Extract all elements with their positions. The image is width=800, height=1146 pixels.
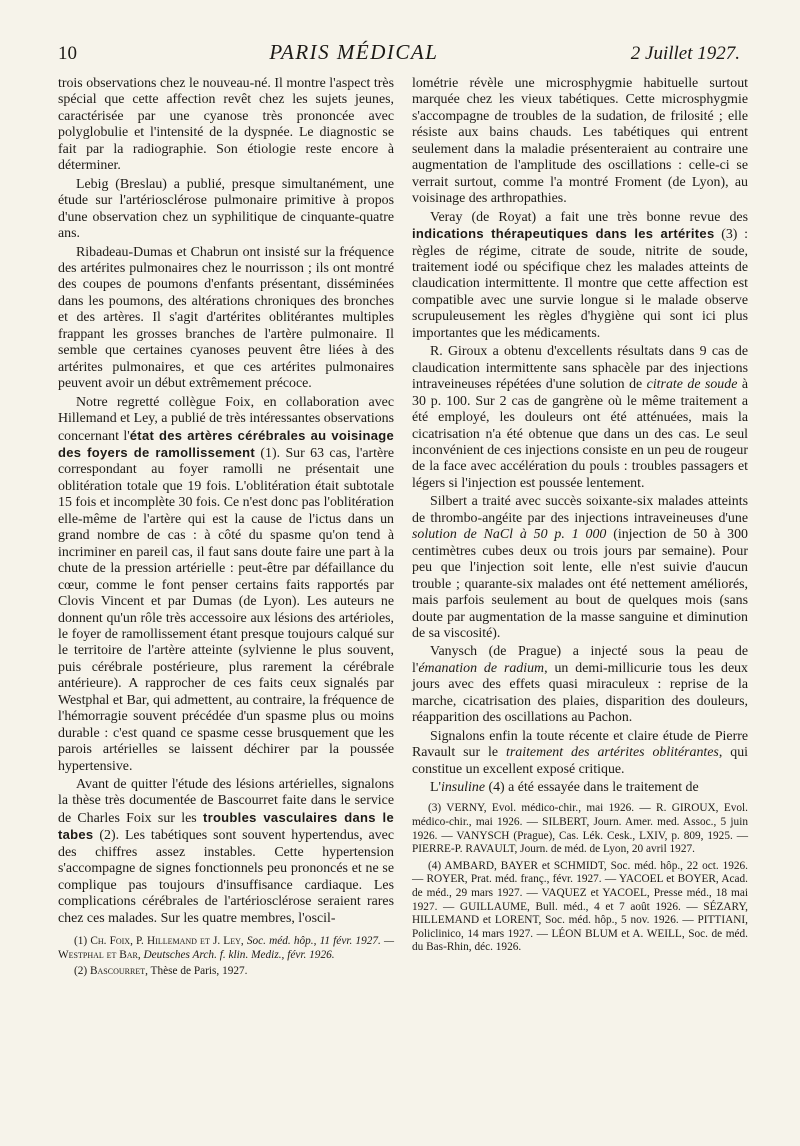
paragraph: Ribadeau-Dumas et Chabrun ont insisté sur la fréquence des artérites pulmonaires chez le nourrisson ; ils ont montré des coupes de poumons d'enfants présentant, disséminées dans les poumons, des altérations chroniques des bronches et des artères. Il s'agit d'artérites oblitérantes multiples frappant les grosses branches de l'artère pulmonaire. Il semble que certaines cyanoses peuvent être liées à des artérites pulmonaires, et que ces artérites pulmonaires peuvent avoir un début extrêmement précoce. xyxy=(58,244,394,392)
footnote: (4) AMBARD, BAYER et SCHMIDT, Soc. méd. hôp., 22 oct. 1926. — ROYER, Prat. méd. franç., févr. 1927. — YACOEL et BOYER, Acad. de méd., 29 mars 1927. — VAQUEZ et YACOEL, Presse méd., 18 mai 1927. — GUILLAUME, Bull. méd., 4 et 7 août 1926. — SÉZARY, HILLEMAND et LORENT, Soc. méd. hôp., 5 nov. 1926. — PITTIANI, Policlinico, 14 mars 1927. — LÉON BLUM et A. WEILL, Soc. de méd. du Bas-Rhin, déc. 1926. xyxy=(412,859,748,954)
text-run: (1). Sur 63 cas, l'artère correspondant au foyer ramolli ne présentait une oblitération totale que 19 fois. L'oblitération était subtotale 15 fois et incomplète 30 fois. Ce n'est donc pas l'oblitération elle-même de l'artère qui est la cause de l'ictus dans un grand nombre de cas : à côté du spasme qu'on tend à incriminer en pareil cas, il faut sans doute faire une part à la chute de la pression artérielle : peut-être par défaillance du cœur, comme le font penser certains faits rapportés par Clovis Vincent et par Dumas (de Lyon). Les auteurs ne donnent qu'un rôle très accessoire aux lésions des artérioles, le foyer de ramollissement étant presque toujours calqué sur le territoire de l'artère atteinte (sylvienne le plus souvent, puis cérébrale postérieure, plus rarement la cérébrale antérieure). A rapprocher de ces faits ceux signalés par Westphal et Bar, qui admettent, au contraire, la fréquence de l'hémorragie souvent précédée d'un spasme plus ou moins durable : c'est quand ce spasme cesse brusquement que les parois artérielles se laissent déchirer par la poussée hypertensive. xyxy=(58,445,395,774)
paragraph xyxy=(412,729,748,778)
paragraph: Lebig (Breslau) a publié, presque simultanément, une étude sur l'artériosclérose pulmonaire primitive à propos d'une observation chez un syphilitique de cinquante-quatre ans. xyxy=(58,176,394,242)
text-run: R. Giroux a obtenu d'excellents résultats dans 9 cas de claudication intermittente sans sphacèle par des injections intraveineuses répétées d'une solution de xyxy=(412,344,748,393)
text-run: Veray (de Royat) a fait une très bonne revue des xyxy=(430,209,748,225)
paragraph xyxy=(412,644,748,726)
paragraph xyxy=(58,395,394,775)
bold-heading: indications thérapeutiques dans les artérites xyxy=(412,226,715,242)
journal-title: PARIS MÉDICAL xyxy=(269,40,439,64)
bold-heading: troubles vasculaires dans le tabes xyxy=(58,809,394,843)
text-run: Signalons enfin la toute récente et claire étude de Pierre Ravault sur le xyxy=(412,728,748,761)
text-run: , qui constitue un excellent exposé critique. xyxy=(412,745,748,777)
text-run: à 30 p. 100. Sur 2 cas de gangrène où le même traitement a été employé, les douleurs ont été atténuées, mais la cicatrisation n'a été obtenue que dans un des cas. Le seul inconvénient de ces injections consiste en un peu de rougeur de la face avec accélération du pouls : troubles passagers et légers si l'injection est poussée lentement. xyxy=(412,377,748,491)
text-run: , un demi-millicurie tous les deux jours avec des effets quasi miraculeux : reprise de la marche, cicatrisation des plaies, disparition des douleurs, réapparition des oscillations au Pachon. xyxy=(412,660,748,726)
right-column xyxy=(412,76,748,955)
page-header xyxy=(58,40,740,70)
paragraph xyxy=(412,344,748,492)
text-run: Soc. méd. hôp., 11 févr. 1927. — xyxy=(243,935,395,948)
text-run: Avant de quitter l'étude des lésions artérielles, signalons la thèse très documentée de Bascourret faite dans le service de Charles Foix sur les xyxy=(58,777,394,826)
italic-run: traitement des artérites oblitérantes xyxy=(506,745,719,761)
text-run: (4) a été essayée dans le traitement de xyxy=(485,780,699,796)
italic-run: solution de NaCl à 50 p. 1 000 xyxy=(412,527,607,543)
text-run: Westphal et Bar, xyxy=(58,948,141,961)
footnote: (3) VERNY, Evol. médico-chir., mai 1926. — R. GIROUX, Evol. médico-chir., mai 1926. — SILBERT, Journ. Amer. med. Assoc., 5 juin 1926. — VANYSCH (Prague), Cas. Lék. Cesk., LXIV, p. 809, 1925. — PIERRE-P. RAVAULT, Journ. de méd. de Lyon, 20 avril 1927. xyxy=(412,802,748,856)
text-run: Ch. Foix, P. Hillemand et J. Ley, xyxy=(90,935,244,948)
text-run: (2). Les tabétiques sont souvent hypertendus, avec des chiffres assez instables. Cette hypertension s'accompagne de signes fonctionnels peu prononcés et ne se complique pas toujours d'insuffisance cardiaque. Les complications cérébrales de l'artériosclérose seraient rares chez ces malades. Sur les quatre membres, l'oscil- xyxy=(58,828,394,926)
text-run: (3) : règles de régime, citrate de soude, nitrite de soude, traitement iodé ou spécifique chez les malades atteints de claudication intermittente. Il montre que cette affection est compatible avec une survie longue si le malade observe scrupuleusement les règles d'hygiène qui sont ici plus importantes que les médicaments. xyxy=(412,227,748,341)
italic-run: émanation de radium xyxy=(418,660,545,676)
paragraph xyxy=(412,210,748,343)
text-run: Vanysch (de Prague) a injecté sous la peau de l' xyxy=(412,644,748,676)
paragraph xyxy=(412,780,748,796)
text-run: Silbert a traité avec succès soixante-six malades atteints de thrombo-angéite par des injections intraveineuses d'une xyxy=(412,494,748,526)
page-number: 10 xyxy=(58,43,77,64)
text-run: (injection de 50 à 300 centimètres cubes deux ou trois jours par semaine). Pour peu que l'injection soit lente, elle n'est suivie d'aucun trouble ; quarante-six malades ont été nettement améliorés, mais parfois seulement au bout de quelques mois (sans doute par augmentation de la masse sanguine et diminution de sa viscosité). xyxy=(412,527,748,641)
italic-run: citrate de soude xyxy=(646,377,738,393)
text-run: L' xyxy=(430,780,441,796)
paragraph xyxy=(58,777,394,927)
text-run: Bascourret, xyxy=(90,965,148,978)
footnote xyxy=(58,965,394,979)
paragraph: trois observations chez le nouveau-né. Il montre l'aspect très spécial que cette affection revêt chez les sujets jeunes, caractérisée par une cyanose très prononcée avec polyglobulie et l'intensité de la dyspnée. Le diagnostic se fait par la radiographie. Son étiologie reste encore à déterminer. xyxy=(58,76,394,174)
bold-heading: état des artères cérébrales au voisinage des foyers de ramollissement xyxy=(58,427,394,460)
footnote xyxy=(58,935,394,962)
text-run: (2) xyxy=(74,965,90,978)
text-run: Deutsches Arch. f. klin. Mediz., févr. 1926. xyxy=(140,948,335,961)
text-run: Thèse de Paris, 1927. xyxy=(147,965,248,978)
footnotes xyxy=(58,935,394,979)
paragraph: lométrie révèle une microsphygmie habituelle surtout marquée chez les vieux tabétiques. Cette microsphygmie s'accompagne de troubles de la sudation, de frilosité ; elle résiste aux bains chauds. Les tabétiques qui entrent seulement dans la maladie présenteraient au contraire une augmentation de l'amplitude des oscillations : celle-ci se verrait surtout, comme l'a montré Froment (de Lyon), au voisinage des arthropathies. xyxy=(412,76,748,207)
left-column xyxy=(58,76,394,979)
footnotes xyxy=(412,802,748,955)
italic-run: insuline xyxy=(441,780,485,796)
text-run: (1) xyxy=(74,935,91,948)
issue-date: 2 Juillet 1927. xyxy=(630,43,740,64)
text-run: Notre regretté collègue Foix, en collaboration avec Hillemand et Ley, a publié de très intéressantes observations concernant l' xyxy=(58,394,394,444)
paragraph xyxy=(412,494,748,642)
